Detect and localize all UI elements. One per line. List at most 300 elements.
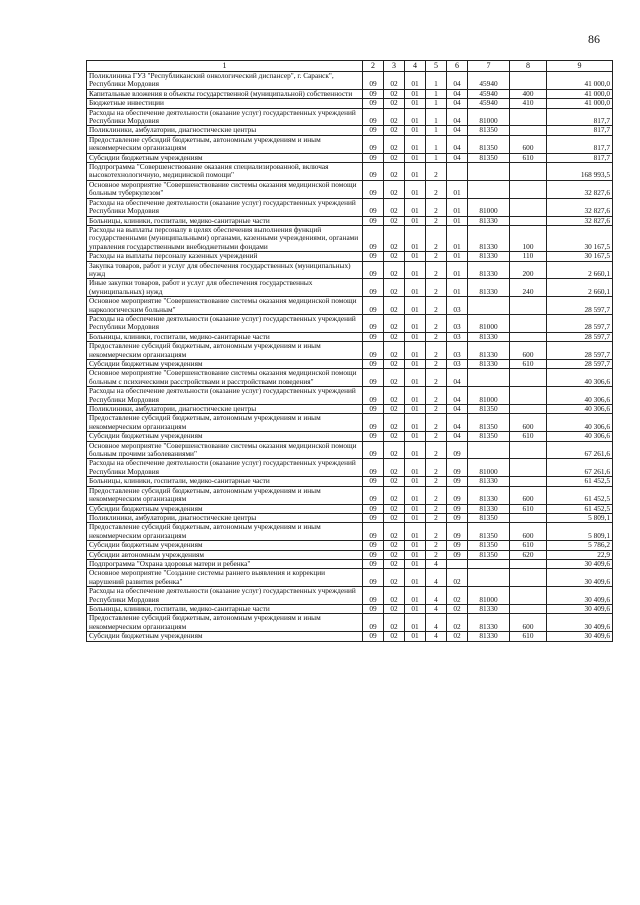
amount: 5 786,2	[547, 541, 613, 550]
section-code: 09	[363, 550, 384, 559]
activity-code: 03	[447, 332, 468, 341]
activity-code: 01	[447, 279, 468, 297]
program-code: 01	[405, 126, 426, 135]
expense-code: 81330	[468, 486, 510, 504]
section-code: 09	[363, 614, 384, 632]
expense-code: 81350	[468, 153, 510, 162]
activity-code: 02	[447, 604, 468, 613]
program-code: 01	[405, 569, 426, 587]
table-row	[87, 459, 613, 477]
type-code	[510, 441, 547, 459]
activity-code: 03	[447, 314, 468, 332]
row-name: Закупка товаров, работ и услуг для обеспечения государственных (муниципальных) нужд	[87, 261, 363, 279]
section-code: 09	[363, 297, 384, 315]
type-code	[510, 459, 547, 477]
expense-code: 81350	[468, 513, 510, 522]
amount: 5 809,1	[547, 513, 613, 522]
amount: 817,7	[547, 135, 613, 153]
expense-code: 81000	[468, 459, 510, 477]
subprogram-code: 4	[426, 587, 447, 605]
subprogram-code: 1	[426, 135, 447, 153]
row-name: Основное мероприятие "Совершенствование системы оказания медицинской помощи больным прочими заболеваниями"	[87, 441, 363, 459]
amount: 67 261,6	[547, 459, 613, 477]
program-code: 01	[405, 541, 426, 550]
row-name: Поликлиники, амбулатории, диагностические центры	[87, 405, 363, 414]
amount: 22,9	[547, 550, 613, 559]
type-code: 600	[510, 486, 547, 504]
section-code: 09	[363, 504, 384, 513]
section-code: 09	[363, 342, 384, 360]
amount: 30 167,5	[547, 252, 613, 261]
subsection-code: 02	[384, 559, 405, 568]
table-row	[87, 314, 613, 332]
subsection-code: 02	[384, 504, 405, 513]
header-row	[87, 61, 613, 72]
amount: 61 452,5	[547, 477, 613, 486]
activity-code: 09	[447, 523, 468, 541]
subsection-code: 02	[384, 587, 405, 605]
program-code: 01	[405, 180, 426, 198]
amount: 32 827,6	[547, 198, 613, 216]
type-code	[510, 126, 547, 135]
amount: 2 660,1	[547, 279, 613, 297]
program-code: 01	[405, 432, 426, 441]
amount: 40 306,6	[547, 432, 613, 441]
subsection-code: 02	[384, 414, 405, 432]
row-name: Предоставление субсидий бюджетным, автономным учреждениям и иным некоммерческим организациям	[87, 614, 363, 632]
expense-code: 81330	[468, 504, 510, 513]
row-name: Больницы, клиники, госпитали, медико-санитарные части	[87, 604, 363, 613]
section-code: 09	[363, 279, 384, 297]
amount: 817,7	[547, 126, 613, 135]
section-code: 09	[363, 360, 384, 369]
row-name: Расходы на выплаты персоналу в целях обеспечения выполнения функций государственными (муниципальными) органами, казенными учреждениями, органами управления государственными внебюджетными фондами	[87, 225, 363, 251]
column-header: 6	[447, 61, 468, 72]
subsection-code: 02	[384, 225, 405, 251]
type-code	[510, 513, 547, 522]
subprogram-code: 2	[426, 432, 447, 441]
amount: 41 000,0	[547, 99, 613, 108]
type-code	[510, 604, 547, 613]
row-name: Субсидии бюджетным учреждениям	[87, 153, 363, 162]
type-code: 610	[510, 541, 547, 550]
subsection-code: 02	[384, 342, 405, 360]
subprogram-code: 4	[426, 569, 447, 587]
section-code: 09	[363, 459, 384, 477]
table-row	[87, 261, 613, 279]
activity-code: 04	[447, 99, 468, 108]
table-row	[87, 414, 613, 432]
activity-code: 01	[447, 252, 468, 261]
activity-code: 03	[447, 360, 468, 369]
subprogram-code: 4	[426, 614, 447, 632]
subprogram-code: 1	[426, 126, 447, 135]
row-name: Субсидии бюджетным учреждениям	[87, 504, 363, 513]
program-code: 01	[405, 332, 426, 341]
section-code: 09	[363, 477, 384, 486]
expense-code: 45940	[468, 89, 510, 98]
section-code: 09	[363, 198, 384, 216]
expense-code	[468, 163, 510, 181]
program-code: 01	[405, 108, 426, 126]
amount: 168 993,5	[547, 163, 613, 181]
expense-code: 81350	[468, 126, 510, 135]
subprogram-code: 2	[426, 279, 447, 297]
expense-code: 81330	[468, 261, 510, 279]
subprogram-code: 2	[426, 441, 447, 459]
subsection-code: 02	[384, 614, 405, 632]
row-name: Расходы на выплаты персоналу казенных учреждений	[87, 252, 363, 261]
table-row	[87, 441, 613, 459]
program-code: 01	[405, 279, 426, 297]
activity-code: 09	[447, 477, 468, 486]
type-code	[510, 569, 547, 587]
section-code: 09	[363, 72, 384, 90]
row-name: Капитальные вложения в объекты государственной (муниципальной) собственности	[87, 89, 363, 98]
type-code	[510, 297, 547, 315]
type-code: 600	[510, 614, 547, 632]
type-code: 110	[510, 252, 547, 261]
subsection-code: 02	[384, 198, 405, 216]
subprogram-code: 2	[426, 550, 447, 559]
row-name: Субсидии бюджетным учреждениям	[87, 432, 363, 441]
table-row	[87, 198, 613, 216]
subprogram-code: 4	[426, 604, 447, 613]
table-row	[87, 504, 613, 513]
program-code: 01	[405, 559, 426, 568]
section-code: 09	[363, 432, 384, 441]
column-header: 1	[87, 61, 363, 72]
subsection-code: 02	[384, 297, 405, 315]
expense-code	[468, 369, 510, 387]
amount: 40 306,6	[547, 405, 613, 414]
program-code: 01	[405, 225, 426, 251]
expense-code	[468, 569, 510, 587]
subsection-code: 02	[384, 72, 405, 90]
amount: 28 597,7	[547, 314, 613, 332]
section-code: 09	[363, 216, 384, 225]
subsection-code: 02	[384, 99, 405, 108]
program-code: 01	[405, 387, 426, 405]
subprogram-code: 2	[426, 225, 447, 251]
row-name: Больницы, клиники, госпитали, медико-санитарные части	[87, 216, 363, 225]
program-code: 01	[405, 523, 426, 541]
activity-code: 02	[447, 587, 468, 605]
row-name: Подпрограмма "Совершенствование оказания специализированной, включая высокотехнологичную, медицинской помощи"	[87, 163, 363, 181]
amount: 30 409,6	[547, 569, 613, 587]
row-name: Поликлиники, амбулатории, диагностические центры	[87, 513, 363, 522]
activity-code: 04	[447, 387, 468, 405]
amount: 28 597,7	[547, 297, 613, 315]
type-code: 600	[510, 342, 547, 360]
type-code: 400	[510, 89, 547, 98]
table-row	[87, 541, 613, 550]
column-header: 4	[405, 61, 426, 72]
activity-code: 03	[447, 342, 468, 360]
program-code: 01	[405, 587, 426, 605]
subprogram-code: 1	[426, 72, 447, 90]
section-code: 09	[363, 261, 384, 279]
activity-code: 09	[447, 459, 468, 477]
section-code: 09	[363, 180, 384, 198]
activity-code: 09	[447, 513, 468, 522]
program-code: 01	[405, 99, 426, 108]
program-code: 01	[405, 252, 426, 261]
row-name: Иные закупки товаров, работ и услуг для обеспечения государственных (муниципальных) нужд	[87, 279, 363, 297]
column-header: 9	[547, 61, 613, 72]
expense-code: 81330	[468, 279, 510, 297]
type-code	[510, 163, 547, 181]
type-code: 410	[510, 99, 547, 108]
table-row	[87, 99, 613, 108]
subsection-code: 02	[384, 261, 405, 279]
row-name: Больницы, клиники, госпитали, медико-санитарные части	[87, 332, 363, 341]
section-code: 09	[363, 89, 384, 98]
section-code: 09	[363, 314, 384, 332]
row-name: Расходы на обеспечение деятельности (оказание услуг) государственных учреждений Республики Мордовия	[87, 459, 363, 477]
program-code: 01	[405, 604, 426, 613]
subprogram-code: 2	[426, 360, 447, 369]
program-code: 01	[405, 550, 426, 559]
type-code	[510, 387, 547, 405]
program-code: 01	[405, 360, 426, 369]
subsection-code: 02	[384, 369, 405, 387]
section-code: 09	[363, 441, 384, 459]
subprogram-code: 2	[426, 513, 447, 522]
budget-table	[86, 60, 613, 642]
table-row	[87, 387, 613, 405]
row-name: Бюджетные инвестиции	[87, 99, 363, 108]
program-code: 01	[405, 89, 426, 98]
table-row	[87, 569, 613, 587]
program-code: 01	[405, 342, 426, 360]
subsection-code: 02	[384, 550, 405, 559]
section-code: 09	[363, 486, 384, 504]
type-code: 610	[510, 504, 547, 513]
type-code	[510, 314, 547, 332]
subsection-code: 02	[384, 486, 405, 504]
program-code: 01	[405, 486, 426, 504]
type-code: 610	[510, 432, 547, 441]
section-code: 09	[363, 369, 384, 387]
section-code: 09	[363, 559, 384, 568]
type-code: 600	[510, 135, 547, 153]
column-header: 7	[468, 61, 510, 72]
amount: 817,7	[547, 108, 613, 126]
section-code: 09	[363, 135, 384, 153]
row-name: Предоставление субсидий бюджетным, автономным учреждениям и иным некоммерческим организациям	[87, 342, 363, 360]
amount: 30 167,5	[547, 225, 613, 251]
subprogram-code: 2	[426, 297, 447, 315]
program-code: 01	[405, 72, 426, 90]
subprogram-code: 2	[426, 477, 447, 486]
row-name: Поликлиника ГУЗ "Республиканский онкологический диспансер", г. Саранск", Республики Мордовия	[87, 72, 363, 90]
expense-code: 81330	[468, 477, 510, 486]
subprogram-code: 2	[426, 504, 447, 513]
section-code: 09	[363, 569, 384, 587]
amount: 30 409,6	[547, 604, 613, 613]
activity-code: 01	[447, 261, 468, 279]
subprogram-code: 2	[426, 486, 447, 504]
subprogram-code: 2	[426, 414, 447, 432]
type-code	[510, 216, 547, 225]
subsection-code: 02	[384, 432, 405, 441]
subsection-code: 02	[384, 632, 405, 641]
section-code: 09	[363, 252, 384, 261]
type-code	[510, 198, 547, 216]
type-code: 600	[510, 523, 547, 541]
subsection-code: 02	[384, 360, 405, 369]
type-code	[510, 332, 547, 341]
activity-code: 09	[447, 486, 468, 504]
table-row	[87, 432, 613, 441]
subprogram-code: 1	[426, 153, 447, 162]
subsection-code: 02	[384, 314, 405, 332]
subsection-code: 02	[384, 279, 405, 297]
subprogram-code: 2	[426, 216, 447, 225]
activity-code: 04	[447, 414, 468, 432]
table-body	[87, 72, 613, 642]
activity-code: 01	[447, 180, 468, 198]
amount: 32 827,6	[547, 216, 613, 225]
subprogram-code: 2	[426, 180, 447, 198]
subsection-code: 02	[384, 477, 405, 486]
activity-code: 09	[447, 441, 468, 459]
program-code: 01	[405, 614, 426, 632]
activity-code: 09	[447, 541, 468, 550]
section-code: 09	[363, 99, 384, 108]
column-header: 3	[384, 61, 405, 72]
subprogram-code: 2	[426, 198, 447, 216]
expense-code: 81330	[468, 604, 510, 613]
table-row	[87, 126, 613, 135]
expense-code: 81330	[468, 360, 510, 369]
row-name: Основное мероприятие "Совершенствование системы оказания медицинской помощи наркологическим больным"	[87, 297, 363, 315]
amount: 2 660,1	[547, 261, 613, 279]
program-code: 01	[405, 163, 426, 181]
expense-code: 81330	[468, 632, 510, 641]
expense-code	[468, 441, 510, 459]
program-code: 01	[405, 441, 426, 459]
row-name: Основное мероприятие "Совершенствование системы оказания медицинской помощи больным туберкулезом"	[87, 180, 363, 198]
row-name: Предоставление субсидий бюджетным, автономным учреждениям и иным некоммерческим организациям	[87, 414, 363, 432]
amount: 61 452,5	[547, 486, 613, 504]
subsection-code: 02	[384, 89, 405, 98]
row-name: Больницы, клиники, госпитали, медико-санитарные части	[87, 477, 363, 486]
row-name: Расходы на обеспечение деятельности (оказание услуг) государственных учреждений Республики Мордовия	[87, 108, 363, 126]
section-code: 09	[363, 108, 384, 126]
row-name: Предоставление субсидий бюджетным, автономным учреждениям и иным некоммерческим организациям	[87, 135, 363, 153]
activity-code	[447, 559, 468, 568]
type-code	[510, 108, 547, 126]
subsection-code: 02	[384, 216, 405, 225]
subprogram-code: 2	[426, 261, 447, 279]
expense-code: 81000	[468, 587, 510, 605]
table-row	[87, 369, 613, 387]
subsection-code: 02	[384, 523, 405, 541]
section-code: 09	[363, 523, 384, 541]
activity-code: 04	[447, 405, 468, 414]
type-code: 100	[510, 225, 547, 251]
amount: 40 306,6	[547, 414, 613, 432]
amount: 28 597,7	[547, 332, 613, 341]
expense-code: 81350	[468, 523, 510, 541]
activity-code: 03	[447, 297, 468, 315]
program-code: 01	[405, 414, 426, 432]
program-code: 01	[405, 504, 426, 513]
amount: 41 000,0	[547, 89, 613, 98]
table-row	[87, 163, 613, 181]
expense-code: 81350	[468, 135, 510, 153]
subprogram-code: 4	[426, 632, 447, 641]
row-name: Поликлиники, амбулатории, диагностические центры	[87, 126, 363, 135]
activity-code: 02	[447, 632, 468, 641]
row-name: Расходы на обеспечение деятельности (оказание услуг) государственных учреждений Республики Мордовия	[87, 198, 363, 216]
expense-code: 81350	[468, 541, 510, 550]
subprogram-code: 2	[426, 523, 447, 541]
amount: 5 809,1	[547, 523, 613, 541]
table-row	[87, 108, 613, 126]
expense-code: 81350	[468, 550, 510, 559]
expense-code: 81330	[468, 252, 510, 261]
section-code: 09	[363, 414, 384, 432]
subprogram-code: 2	[426, 332, 447, 341]
table-row	[87, 486, 613, 504]
row-name: Субсидии бюджетным учреждениям	[87, 632, 363, 641]
section-code: 09	[363, 513, 384, 522]
activity-code: 01	[447, 216, 468, 225]
type-code	[510, 559, 547, 568]
expense-code: 81330	[468, 332, 510, 341]
activity-code: 04	[447, 72, 468, 90]
table-row	[87, 72, 613, 90]
section-code: 09	[363, 405, 384, 414]
expense-code: 45940	[468, 99, 510, 108]
amount: 32 827,6	[547, 180, 613, 198]
expense-code	[468, 297, 510, 315]
type-code	[510, 369, 547, 387]
type-code: 610	[510, 360, 547, 369]
subsection-code: 02	[384, 541, 405, 550]
subsection-code: 02	[384, 108, 405, 126]
amount: 28 597,7	[547, 360, 613, 369]
type-code: 200	[510, 261, 547, 279]
amount: 817,7	[547, 153, 613, 162]
amount: 61 452,5	[547, 504, 613, 513]
expense-code: 81350	[468, 405, 510, 414]
program-code: 01	[405, 632, 426, 641]
program-code: 01	[405, 369, 426, 387]
subsection-code: 02	[384, 387, 405, 405]
type-code	[510, 587, 547, 605]
table-row	[87, 252, 613, 261]
table-row	[87, 632, 613, 641]
section-code: 09	[363, 153, 384, 162]
table-row	[87, 216, 613, 225]
subprogram-code: 2	[426, 342, 447, 360]
section-code: 09	[363, 587, 384, 605]
section-code: 09	[363, 126, 384, 135]
activity-code: 02	[447, 614, 468, 632]
program-code: 01	[405, 261, 426, 279]
subsection-code: 02	[384, 126, 405, 135]
row-name: Расходы на обеспечение деятельности (оказание услуг) государственных учреждений Республики Мордовия	[87, 314, 363, 332]
column-header: 2	[363, 61, 384, 72]
type-code	[510, 72, 547, 90]
expense-code: 81000	[468, 387, 510, 405]
activity-code: 04	[447, 108, 468, 126]
subsection-code: 02	[384, 441, 405, 459]
